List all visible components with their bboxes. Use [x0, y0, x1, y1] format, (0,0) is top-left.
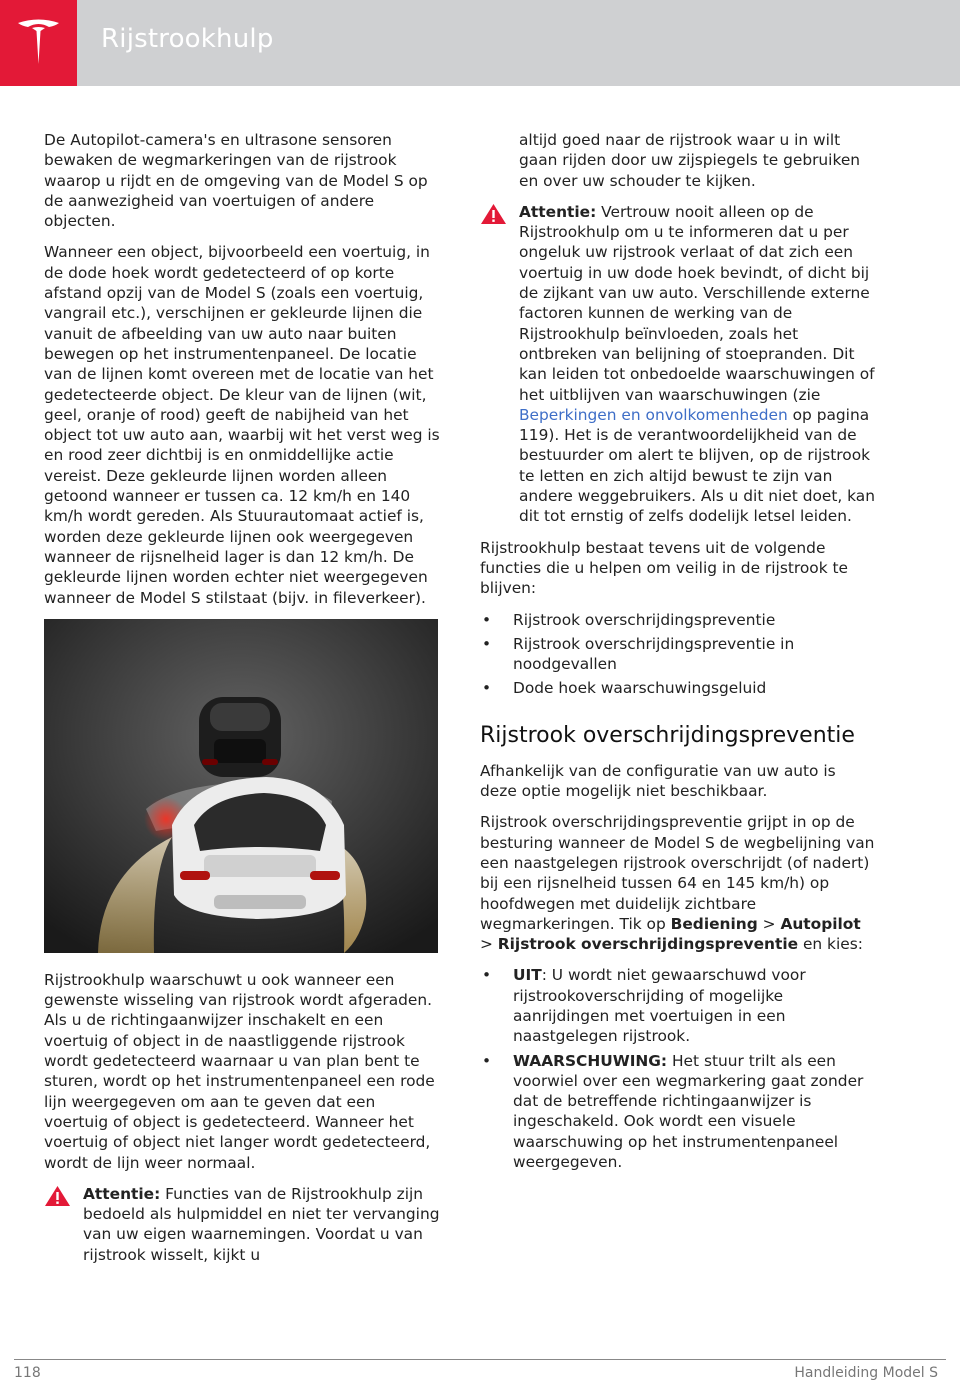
footer-title: Handleiding Model S [794, 1365, 938, 1381]
lane-departure-paragraph: Rijstrook overschrijdingspreventie grijpt in op de besturing wanneer de Model S de wegbelijning van een naastgelegen rijstrook overschrijdt (of nadert) bij een rijsnelheid tussen 64 en 145 km/h) op hoofdwegen met duidelijk zichtbare wegmarkeringen. Tik op Bediening > Autopilot > Rijstrook overschrijdingspreventie en kies: [480, 813, 875, 954]
list-item: • Rijstrook overschrijdingspreventie in noodgevallen [482, 634, 795, 674]
own-car [172, 777, 346, 919]
page-title: Rijstrookhulp [101, 24, 274, 54]
blind-spot-illustration [44, 619, 438, 953]
tesla-logo-icon [16, 17, 61, 67]
warning-label: Attentie: [83, 1184, 161, 1203]
warning-box [44, 1184, 440, 1265]
menu-path-autopilot: Autopilot [780, 914, 861, 933]
brand-logo [0, 0, 77, 86]
warning-continuation: altijd goed naar de rijstrook waar u in wilt gaan rijden door uw zijspiegels te gebruiken en over uw schouder te kijken. [519, 131, 861, 190]
list-item: • Rijstrook overschrijdingspreventie [482, 610, 776, 629]
availability-paragraph: Afhankelijk van de configuratie van uw auto is deze optie mogelijk niet beschikbaar. [480, 761, 836, 801]
features-intro: Rijstrookhulp bestaat tevens uit de volgende functies die u helpen om veilig in de rijstrook te blijven: [480, 538, 848, 598]
list-item: • UIT: U wordt niet gewaarschuwd voor rijstrookoverschrijding of mogelijke aanrijdingen met voertuigen in een naastgelegen rijstrook. [482, 966, 806, 1046]
blind-spot-paragraph: Wanneer een object, bijvoorbeeld een voertuig, in de dode hoek wordt gedetecteerd of op korte afstand opzij van de Model S (zoals een voertuig, vangrail etc.), verschijnen er gekleurde lijnen die vanuit de afbeelding van uw auto naar buiten bewegen op het instrumentenpaneel. De locatie van de lijnen komt overeen met de locatie van het gedetecteerde object. De kleur van de lijnen (wit, geel, oranje of rood) geeft de nabijheid van het object tot uw auto aan, waarbij wit het verst weg is en rood zeer dichtbij is en onmiddellijke actie vereist. Deze gekleurde lijnen worden alleen getoond wanneer er tussen ca. 12 km/h en 140 km/h wordt gereden. Als Stuurautomaat actief is, worden deze gekleurde lijnen ook weergegeven wanneer de rijsnelheid lager is dan 12 km/h. De gekleurde lijnen worden echter niet weergegeven wanneer de Model S stilstaat (bijv. in fileverkeer). [44, 243, 440, 607]
features-list [480, 610, 876, 699]
section-heading: Rijstrook overschrijdingspreventie [480, 722, 855, 748]
menu-path-lane-departure: Rijstrook overschrijdingspreventie [497, 935, 799, 954]
warning-triangle-icon [44, 1185, 71, 1207]
footer-divider [14, 1359, 946, 1360]
warning-label: Attentie: [519, 202, 597, 221]
lead-car [199, 697, 281, 777]
lane-change-paragraph: Rijstrookhulp waarschuwt u ook wanneer een gewenste wisseling van rijstrook wordt afgeraden. Als u de richtingaanwijzer inschakelt en een voertuig of object in de naastliggende rijstrook wordt gedetecteerd waarnaar u van plan bent te sturen, wordt op het instrumentenpaneel een rode lijn weergegeven om aan te geven dat een voertuig of object is gedetecteerd. Wanneer het voertuig of object niet langer wordt gedetecteerd, wordt de lijn weer normaal. [44, 970, 435, 1172]
options-list [480, 965, 876, 1172]
warning-triangle-icon [480, 203, 507, 225]
warning-box [480, 202, 876, 527]
warning-text-end: op pagina 119). Het is de verantwoordelijkheid van de bestuurder om alert te blijven, op de rijstrook te letten en zich altijd bewust te zijn van andere weggebruikers. Als u dit niet doet, kan dit tot ernstig of zelfs dodelijk letsel leiden. [519, 405, 875, 526]
warning-text: Vertrouw nooit alleen op de Rijstrookhulp om u te informeren dat u per ongeluk uw rijstrook verlaat of dat zich een voertuig in uw dode hoek bevindt, of dicht bij de zijkant van uw auto. Verschillende externe factoren kunnen de werking van de Rijstrookhulp beïnvloeden, zoals het ontbreken van belijning of stoepranden. Dit kan leiden tot onbedoelde waarschuwingen of het uitblijven van waarschuwingen (zie [519, 202, 875, 404]
page-header [0, 0, 960, 86]
warning-text: Functies van de Rijstrookhulp zijn bedoeld als hulpmiddel en niet ter vervanging van uw eigen waarnemingen. Voordat u van rijstrook wisselt, kijkt u [83, 1184, 440, 1264]
menu-path-controls: Bediening [670, 914, 758, 933]
page-number: 118 [14, 1365, 41, 1381]
list-item: • WAARSCHUWING: Het stuur trilt als een voorwiel over een wegmarkering gaat zonder dat de betreffende richtingaanwijzer is ingeschakeld. Ook wordt een visuele waarschuwing op het instrumentenpaneel weergegeven. [482, 1051, 864, 1172]
limitations-link[interactable]: Beperkingen en onvolkomenheden [519, 405, 788, 424]
intro-paragraph: De Autopilot-camera's en ultrasone sensoren bewaken de wegmarkeringen van de rijstrook waarop u rijdt en de omgeving van de Model S op de aanwezigheid van voertuigen of andere objecten. [44, 131, 428, 231]
left-column [44, 130, 440, 1276]
right-column [480, 130, 876, 1186]
list-item: • Dode hoek waarschuwingsgeluid [482, 679, 767, 698]
